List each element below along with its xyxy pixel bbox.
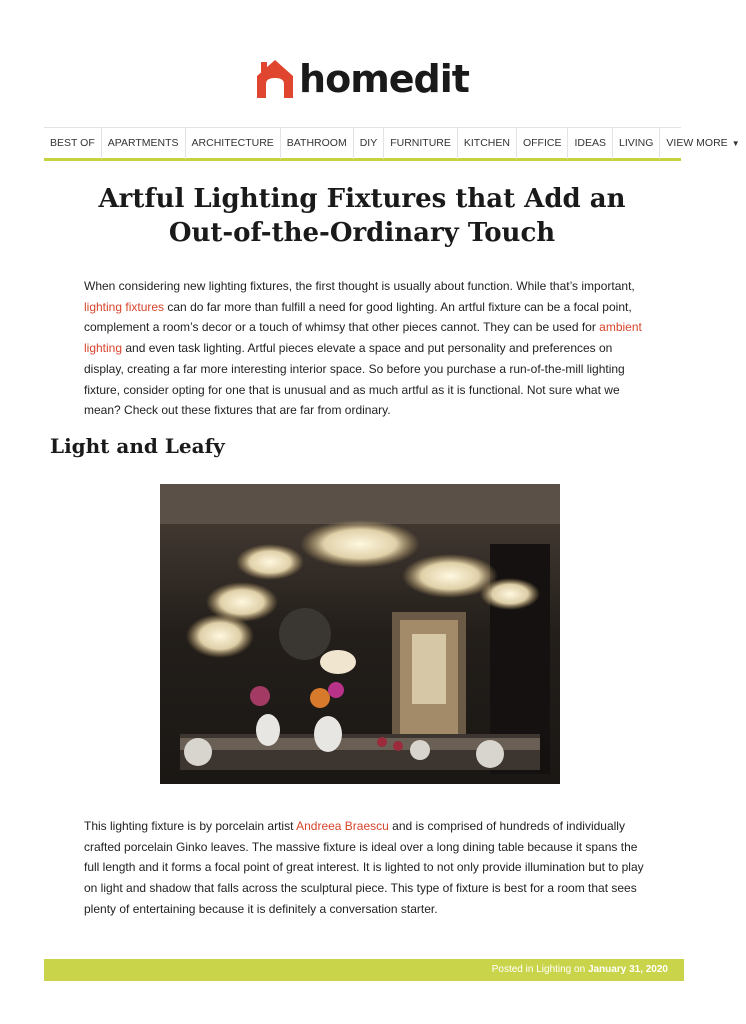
nav-item-apartments[interactable]: APARTMENTS xyxy=(102,128,186,159)
view-more-label: VIEW MORE xyxy=(666,137,728,149)
section-heading: Light and Leafy xyxy=(50,434,225,458)
section-paragraph xyxy=(84,816,644,920)
article-title xyxy=(60,182,664,250)
lighting-fixtures-link[interactable]: lighting fixtures xyxy=(84,299,165,314)
post-date: January 31, 2020 xyxy=(587,964,668,975)
nav-item-furniture[interactable]: FURNITURE xyxy=(384,128,458,159)
logo-wordmark: homedit xyxy=(299,57,469,101)
house-logo-icon xyxy=(255,58,295,100)
section-text-1: This lighting fixture is by porcelain artist xyxy=(84,819,297,833)
caret-down-icon: ▼ xyxy=(731,139,740,148)
intro-text-3: and even task lighting. Artful pieces elevate a space and put personality and preferences on display, creating a far more interesting interior space. So before you purchase a run-of-the-mill lighting fixture, consider opting for one that is unusual and as much artful as it is functional. Not sure what we mean? Check out these fixtures that are far from ordinary. xyxy=(84,341,625,418)
post-meta-bar xyxy=(44,959,684,981)
category-link[interactable]: Lighting xyxy=(536,964,572,975)
intro-text-1: When considering new lighting fixtures, the first thought is usually about function. While that’s important, xyxy=(84,279,635,293)
site-logo[interactable] xyxy=(0,58,724,100)
intro-paragraph xyxy=(84,276,644,421)
nav-item-architecture[interactable]: ARCHITECTURE xyxy=(186,128,281,159)
artist-link[interactable]: Andreea Braescu xyxy=(296,819,389,833)
section-text-2: and is comprised of hundreds of individually crafted porcelain Ginko leaves. The massive fixture is ideal over a long dining table because it spans the full length and it forms a focal point of great interest. It is lighted to not only provide illumination but to play on light and shadow that falls across the sculptural piece. This type of fixture is best for a room that sees plenty of entertaining because it is definitely a conversation starter. xyxy=(84,819,644,916)
article-title-line2: Out-of-the-Ordinary Touch xyxy=(168,218,556,248)
nav-item-view-more[interactable] xyxy=(660,128,745,159)
nav-item-diy[interactable]: DIY xyxy=(354,128,385,159)
nav-item-best-of[interactable]: BEST OF xyxy=(44,128,102,159)
nav-item-bathroom[interactable]: BATHROOM xyxy=(281,128,354,159)
nav-item-living[interactable]: LIVING xyxy=(613,128,660,159)
on-label: on xyxy=(571,964,588,975)
nav-item-office[interactable]: OFFICE xyxy=(517,128,569,159)
intro-text-2: can do far more than fulfill a need for good lighting. An artful fixture can be a focal point, complement a room’s decor or a touch of whimsy that other pieces cannot. They can be used for xyxy=(84,299,632,335)
main-nav xyxy=(44,127,740,161)
ambient-lighting-link[interactable]: ambient lighting xyxy=(84,320,642,356)
nav-item-kitchen[interactable]: KITCHEN xyxy=(458,128,517,159)
posted-in-label: Posted in xyxy=(491,964,537,975)
chandelier-photo xyxy=(160,484,560,784)
article-title-line1: Artful Lighting Fixtures that Add an xyxy=(98,184,626,214)
nav-item-ideas[interactable]: IDEAS xyxy=(568,128,613,159)
